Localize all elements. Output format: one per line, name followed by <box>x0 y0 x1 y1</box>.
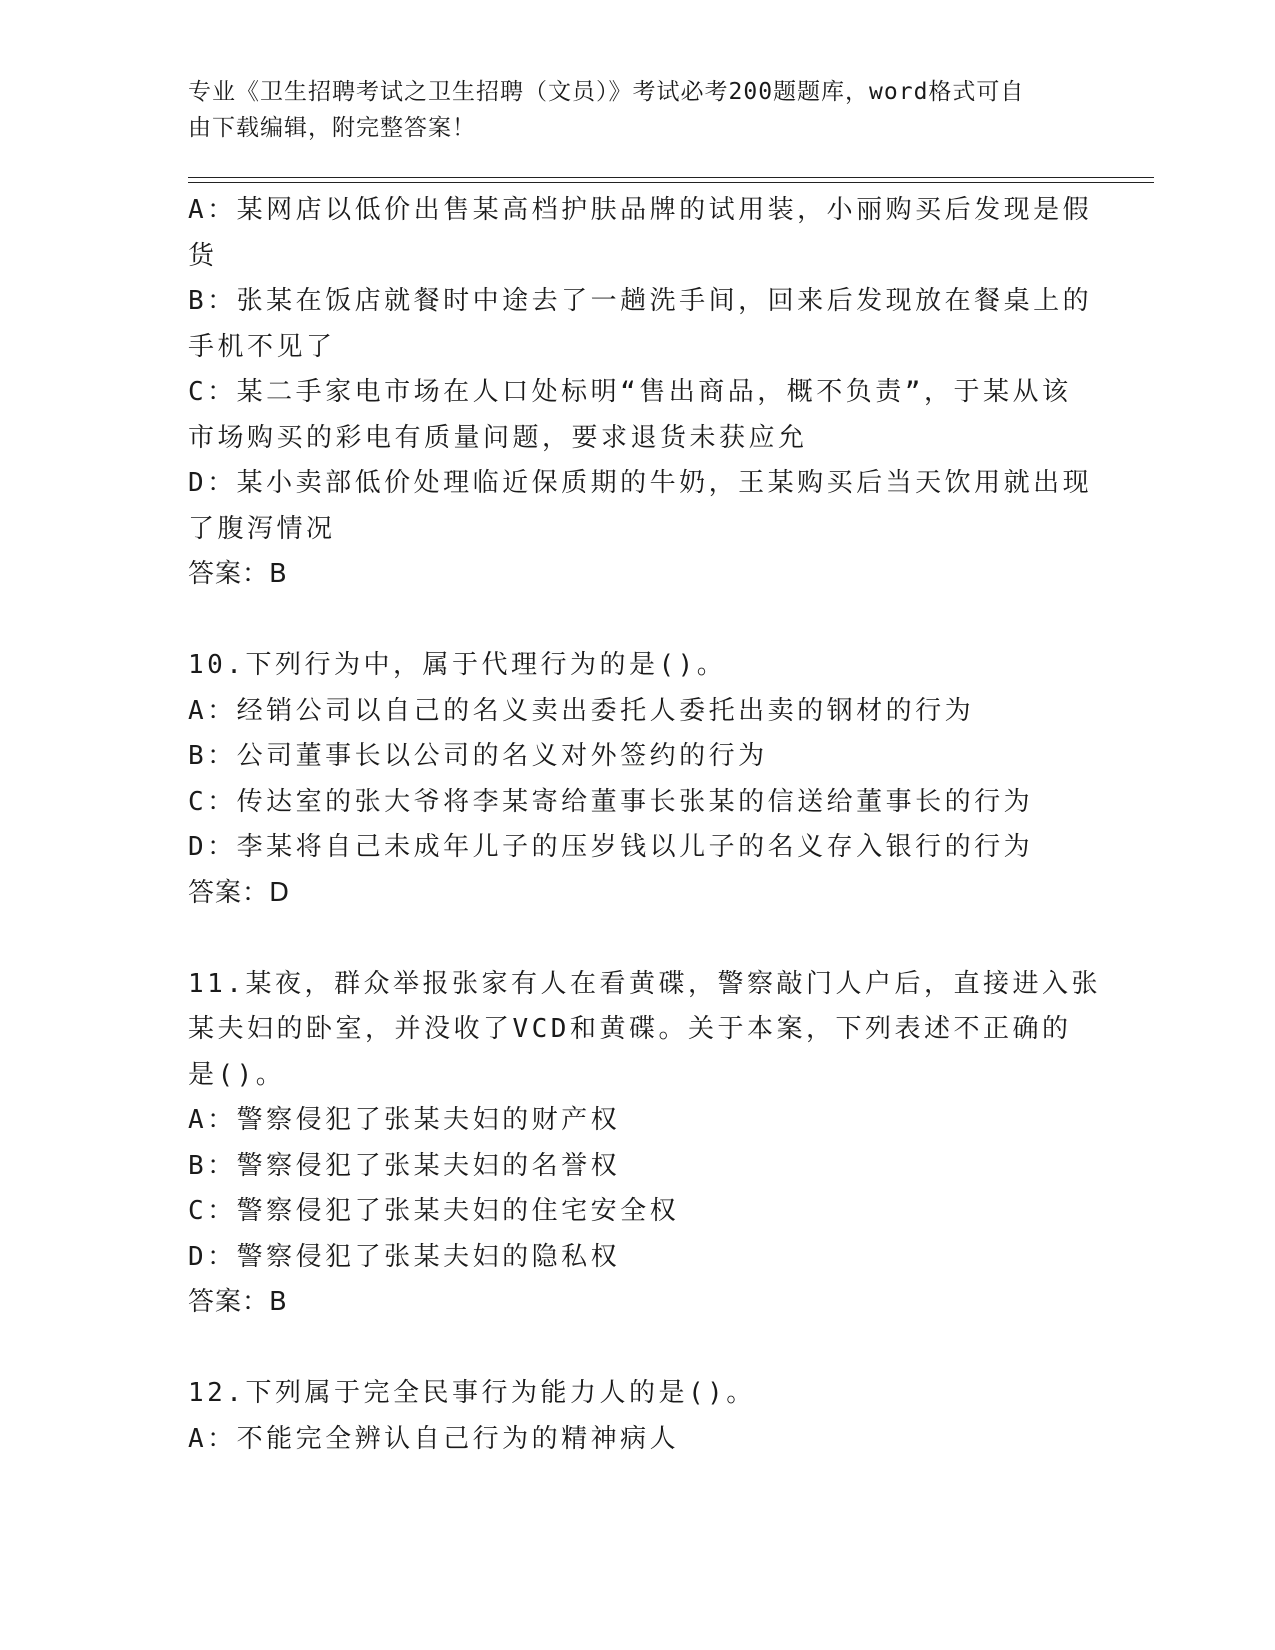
option-d: D：某小卖部低价处理临近保质期的牛奶，王某购买后当天饮用就出现 <box>188 468 1093 498</box>
question-text: 10.下列行为中，属于代理行为的是()。 <box>188 650 727 680</box>
spacer <box>188 1326 1068 1372</box>
question-block-9 <box>188 188 1093 598</box>
option-d: D：李某将自己未成年儿子的压岁钱以儿子的名义存入银行的行为 <box>188 832 1034 862</box>
option-b-cont: 手机不见了 <box>188 331 336 362</box>
question-text: 11.某夜，群众举报张家有人在看黄碟，警察敲门人户后，直接进入张 <box>188 968 1101 999</box>
header-rule-bottom <box>188 182 1154 183</box>
question-text: 12.下列属于完全民事行为能力人的是()。 <box>188 1378 756 1408</box>
header-line-2: 由下载编辑，附完整答案！ <box>188 115 476 141</box>
spacer <box>188 598 1068 644</box>
header-line-1: 专业《卫生招聘考试之卫生招聘（文员）》考试必考200题题库，word格式可自 <box>188 79 1025 105</box>
option-c-cont: 市场购买的彩电有质量问题，要求退货未获应允 <box>188 422 808 453</box>
answer: 答案：B <box>188 559 288 589</box>
answer: 答案：B <box>188 1287 288 1317</box>
question-block-10 <box>188 643 1068 916</box>
option-a: A：警察侵犯了张某夫妇的财产权 <box>188 1105 621 1135</box>
option-a: A：经销公司以自己的名义卖出委托人委托出卖的钢材的行为 <box>188 695 975 726</box>
document-header <box>188 74 1088 146</box>
question-text-cont: 是()。 <box>188 1059 286 1090</box>
document-body <box>188 188 1101 1462</box>
option-d: D：警察侵犯了张某夫妇的隐私权 <box>188 1241 621 1272</box>
option-c: C：传达室的张大爷将李某寄给董事长张某的信送给董事长的行为 <box>188 786 1034 817</box>
option-a: A：某网店以低价出售某高档护肤品牌的试用装，小丽购买后发现是假 <box>188 195 1093 225</box>
question-block-11 <box>188 962 1101 1326</box>
option-a-cont: 货 <box>188 240 218 271</box>
header-rule-top <box>188 177 1154 178</box>
question-block-12 <box>188 1371 1068 1462</box>
option-b: B：张某在饭店就餐时中途去了一趟洗手间，回来后发现放在餐桌上的 <box>188 286 1093 316</box>
option-d-cont: 了腹泻情况 <box>188 513 336 544</box>
question-text-cont: 某夫妇的卧室，并没收了VCD和黄碟。关于本案，下列表述不正确的 <box>188 1014 1072 1044</box>
spacer <box>188 916 1068 962</box>
option-b: B：公司董事长以公司的名义对外签约的行为 <box>188 741 768 771</box>
option-c: C：某二手家电市场在人口处标明“售出商品，概不负责”，于某从该 <box>188 377 1072 407</box>
answer: 答案：D <box>188 877 291 908</box>
option-b: B：警察侵犯了张某夫妇的名誉权 <box>188 1150 621 1181</box>
option-a: A：不能完全辨认自己行为的精神病人 <box>188 1423 680 1454</box>
option-c: C：警察侵犯了张某夫妇的住宅安全权 <box>188 1196 680 1226</box>
